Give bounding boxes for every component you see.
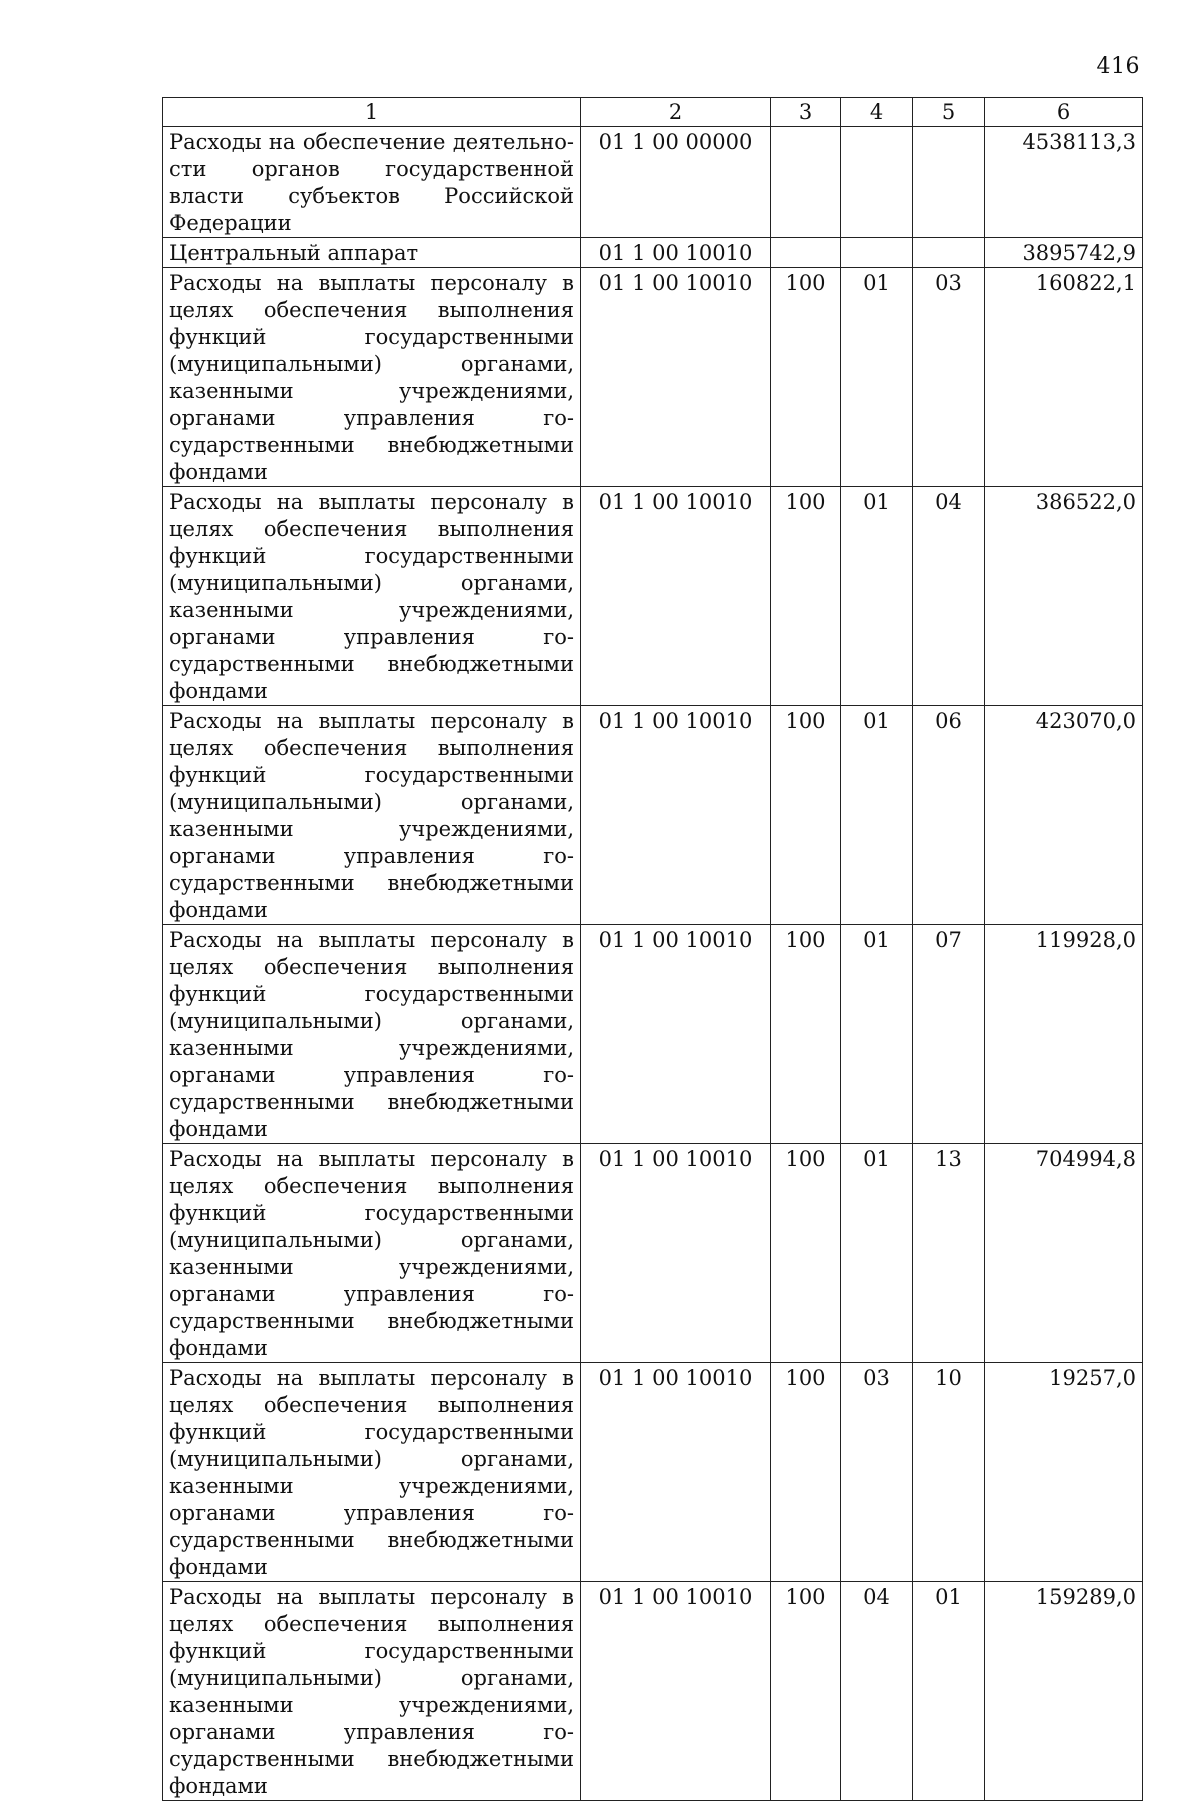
row-description: Расходы на выплаты персоналу в целях обеспечения выполнения функций государственными (муниципальными) органами, казенными учреждениями, органами управления государственными внебюджетными фондами (163, 487, 581, 706)
row-amount: 386522,0 (985, 487, 1143, 706)
table-row (163, 1582, 1143, 1801)
table-row (163, 706, 1143, 925)
table-row (163, 268, 1143, 487)
row-col4: 01 (841, 1144, 913, 1363)
budget-table (162, 97, 1143, 1801)
row-code: 01 1 00 10010 (581, 1144, 771, 1363)
row-amount: 3895742,9 (985, 238, 1143, 268)
row-description: Расходы на выплаты персоналу в целях обеспечения выполнения функций государственными (муниципальными) органами, казенными учреждениями, органами управления государственными внебюджетными фондами (163, 1582, 581, 1801)
row-amount: 423070,0 (985, 706, 1143, 925)
row-col5: 04 (913, 487, 985, 706)
row-col3: 100 (771, 1363, 841, 1582)
row-code: 01 1 00 10010 (581, 487, 771, 706)
row-col5: 10 (913, 1363, 985, 1582)
row-code: 01 1 00 10010 (581, 268, 771, 487)
column-header-1: 1 (163, 98, 581, 127)
row-col5: 13 (913, 1144, 985, 1363)
row-col4: 03 (841, 1363, 913, 1582)
column-header-2: 2 (581, 98, 771, 127)
row-col5: 01 (913, 1582, 985, 1801)
row-col5: 07 (913, 925, 985, 1144)
row-col5 (913, 238, 985, 268)
table-row (163, 238, 1143, 268)
row-col3 (771, 238, 841, 268)
row-description: Центральный аппарат (163, 238, 581, 268)
row-col5: 03 (913, 268, 985, 487)
table-row (163, 925, 1143, 1144)
row-col3: 100 (771, 1582, 841, 1801)
row-col4: 04 (841, 1582, 913, 1801)
row-amount: 19257,0 (985, 1363, 1143, 1582)
row-description: Расходы на выплаты персоналу в целях обеспечения выполнения функций государственными (муниципальными) органами, казенными учреждениями, органами управления государственными внебюджетными фондами (163, 706, 581, 925)
table-row (163, 127, 1143, 238)
row-col4 (841, 127, 913, 238)
row-col3: 100 (771, 925, 841, 1144)
column-header-3: 3 (771, 98, 841, 127)
row-col5: 06 (913, 706, 985, 925)
row-amount: 704994,8 (985, 1144, 1143, 1363)
row-col3: 100 (771, 268, 841, 487)
row-description: Расходы на выплаты персоналу в целях обеспечения выполнения функций государственными (муниципальными) органами, казенными учреждениями, органами управления государственными внебюджетными фондами (163, 1144, 581, 1363)
row-code: 01 1 00 00000 (581, 127, 771, 238)
row-description: Расходы на обеспечение деятельности органов государственной власти субъектов Российской Федерации (163, 127, 581, 238)
page-number: 416 (1096, 54, 1140, 79)
column-header-6: 6 (985, 98, 1143, 127)
row-col3: 100 (771, 706, 841, 925)
row-code: 01 1 00 10010 (581, 1363, 771, 1582)
row-col3: 100 (771, 1144, 841, 1363)
table-row (163, 1363, 1143, 1582)
row-col3 (771, 127, 841, 238)
table-row (163, 1144, 1143, 1363)
row-description: Расходы на выплаты персоналу в целях обеспечения выполнения функций государственными (муниципальными) органами, казенными учреждениями, органами управления государственными внебюджетными фондами (163, 268, 581, 487)
row-col4: 01 (841, 706, 913, 925)
column-header-5: 5 (913, 98, 985, 127)
row-amount: 4538113,3 (985, 127, 1143, 238)
row-col3: 100 (771, 487, 841, 706)
row-description: Расходы на выплаты персоналу в целях обеспечения выполнения функций государственными (муниципальными) органами, казенными учреждениями, органами управления государственными внебюджетными фондами (163, 1363, 581, 1582)
table-row (163, 487, 1143, 706)
row-col5 (913, 127, 985, 238)
row-code: 01 1 00 10010 (581, 925, 771, 1144)
header-row (163, 98, 1143, 127)
row-col4: 01 (841, 487, 913, 706)
row-code: 01 1 00 10010 (581, 1582, 771, 1801)
row-amount: 159289,0 (985, 1582, 1143, 1801)
row-amount: 119928,0 (985, 925, 1143, 1144)
row-code: 01 1 00 10010 (581, 706, 771, 925)
column-header-4: 4 (841, 98, 913, 127)
row-col4: 01 (841, 268, 913, 487)
row-description: Расходы на выплаты персоналу в целях обеспечения выполнения функций государственными (муниципальными) органами, казенными учреждениями, органами управления государственными внебюджетными фондами (163, 925, 581, 1144)
row-col4 (841, 238, 913, 268)
table-body (163, 127, 1143, 1801)
row-amount: 160822,1 (985, 268, 1143, 487)
row-code: 01 1 00 10010 (581, 238, 771, 268)
row-col4: 01 (841, 925, 913, 1144)
table-header (163, 98, 1143, 127)
